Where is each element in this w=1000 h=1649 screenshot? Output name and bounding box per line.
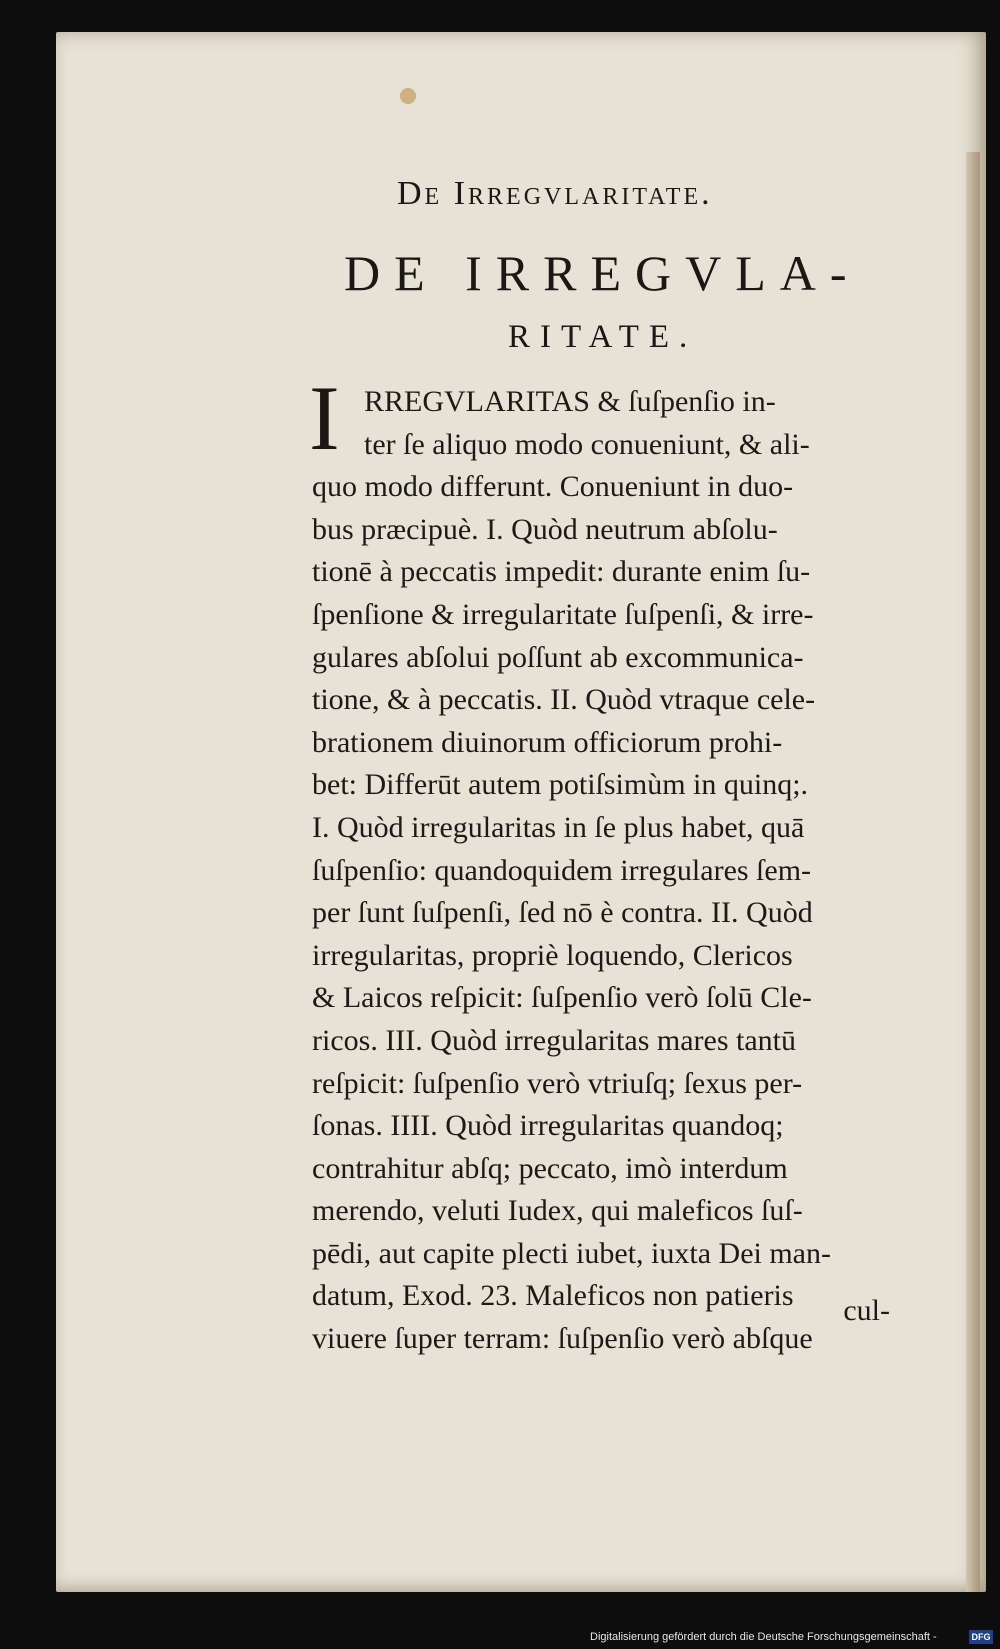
text-line: contrahitur abſq; peccato, imò interdum — [312, 1151, 788, 1185]
paper-stain — [400, 88, 416, 104]
text-line: tionē à peccatis impedit: durante enim ſu- — [312, 555, 811, 589]
text-line: pēdi, aut capite plecti iubet, iuxta Dei man- — [312, 1236, 831, 1270]
text-line: & Laicos reſpicit: ſuſpenſio verò ſolū Cle- — [312, 981, 812, 1015]
body-text — [312, 381, 962, 1361]
text-line: datum, Exod. 23. Maleficos non patieris — [312, 1279, 794, 1313]
chapter-title-line-2: RITATE. — [508, 319, 698, 355]
text-line: viuere ſuper terram: ſuſpenſio verò abſque — [312, 1322, 813, 1356]
text-line: I. Quòd irregularitas in ſe plus habet, quā — [312, 810, 805, 844]
catchword: cul- — [843, 1294, 890, 1327]
running-head: De Irregvlaritate. — [397, 175, 713, 212]
book-page — [56, 32, 986, 1592]
page-edge — [966, 152, 980, 1592]
text-line: brationem diuinorum officiorum prohi- — [312, 725, 783, 759]
text-line: ſonas. IIII. Quòd irregularitas quandoq; — [312, 1109, 784, 1143]
text-line: irregularitas, propriè loquendo, Clericos — [312, 938, 793, 972]
text-line: tione, & à peccatis. II. Quòd vtraque cele- — [312, 683, 816, 717]
text-line: ricos. III. Quòd irregularitas mares tantū — [312, 1023, 796, 1057]
dfg-logo: DFG — [969, 1630, 993, 1644]
text-line: quo modo differunt. Conueniunt in duo- — [312, 470, 794, 504]
text-line: reſpicit: ſuſpenſio verò vtriuſq; ſexus per- — [312, 1066, 803, 1100]
text-line: per ſunt ſuſpenſi, ſed nō è contra. II. Quòd — [312, 896, 813, 930]
text-line: bet: Differūt autem potiſsimùm in quinq;. — [312, 768, 809, 802]
digitization-credit: Digitalisierung gefördert durch die Deutsche Forschungsgemeinschaft - — [590, 1631, 937, 1643]
drop-cap: I — [309, 367, 340, 469]
text-line: ſpenſione & irregularitate ſuſpenſi, & irre- — [312, 597, 814, 631]
text-line: RREGVLARITAS & ſuſpenſio in- — [364, 385, 776, 418]
text-line: ter ſe aliquo modo conueniunt, & ali- — [364, 427, 810, 461]
chapter-title-line-1: DE IRREGVLA- — [344, 245, 861, 301]
text-line: merendo, veluti Iudex, qui maleficos ſuſ- — [312, 1194, 803, 1228]
text-line: bus præcipuè. I. Quòd neutrum abſolu- — [312, 512, 778, 546]
text-line: gulares abſolui poſſunt ab excommunica- — [312, 640, 804, 674]
text-line: ſuſpenſio: quandoquidem irregulares ſem- — [312, 853, 812, 887]
